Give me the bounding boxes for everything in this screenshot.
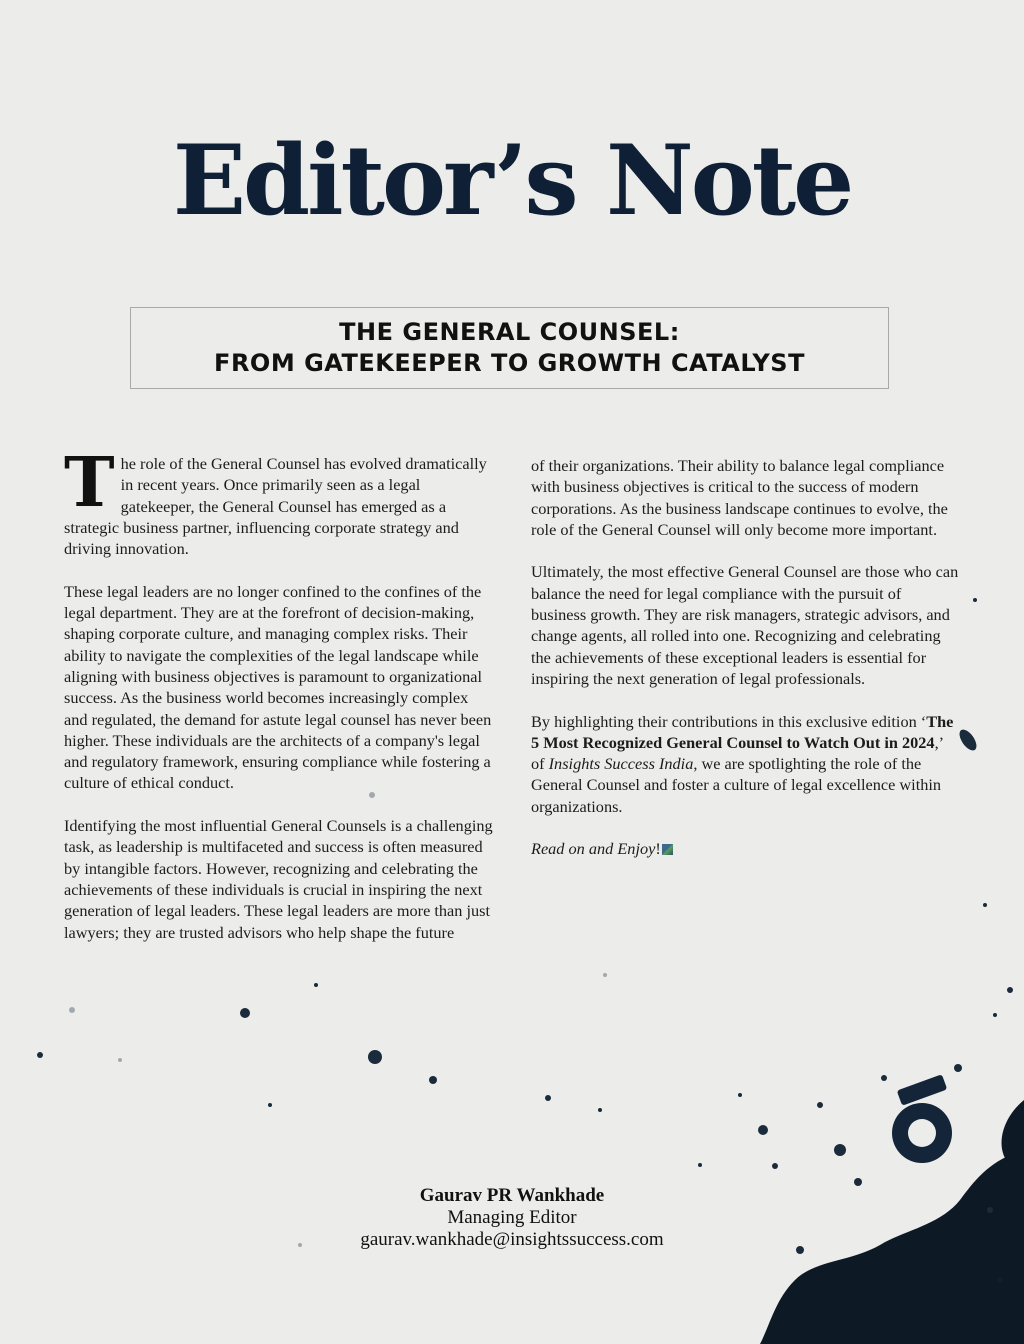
paragraph-5-part-b: ,’ of	[531, 732, 943, 774]
paragraph-1-text: he role of the General Counsel has evolved dramatically in recent years. Once primarily seen as a legal gatekeeper, the General Counsel has emerged as a strategic business partner, influencing corporate strategy and driving innovation.	[64, 454, 487, 559]
paragraph-4: Ultimately, the most effective General Counsel are those who can balance the need for legal compliance with the pursuit of business growth. They are risk managers, strategic advisors, and change agents, all rolled into one. Recognizing and celebrating the achievements of these exceptional leaders is essential for inspiring the next generation of legal professionals.	[531, 562, 959, 688]
magazine-name: Insights Success India	[548, 754, 694, 774]
signature-block	[0, 1185, 1024, 1251]
subtitle-line-2: FROM GATEKEEPER TO GROWTH CATALYST	[214, 349, 805, 377]
paragraph-5-part-a: By highlighting their contributions in this exclusive edition ‘	[531, 711, 927, 731]
paragraph-2: These legal leaders are no longer confined to the confines of the legal department. They are at the forefront of decision-making, shaping corporate culture, and managing complex risks. Their ability to navigate the complexities of the legal landscape while aligning with business objectives is paramount to organizational success. As the business world becomes increasingly complex and regulated, the demand for astute legal counsel has never been higher. These individuals are the architects of a company's legal and regulatory framework, ensuring compliance while fostering a culture of ethical conduct.	[64, 581, 492, 793]
drop-cap: T	[64, 443, 115, 523]
paragraph-3-continued: of their organizations. Their ability to balance legal compliance with business objectives is critical to the success of modern corporations. As the business landscape continues to evolve, the role of the General Counsel will only become more important.	[531, 456, 948, 539]
closing-line	[531, 838, 959, 859]
subtitle-box	[130, 307, 889, 389]
paragraph-5	[531, 711, 959, 817]
editor-email[interactable]: gaurav.wankhade@insightssuccess.com	[360, 1229, 664, 1250]
editor-role: Managing Editor	[447, 1207, 577, 1228]
edition-title: The 5 Most Recognized General Counsel to Watch Out in 2024	[531, 711, 954, 752]
closing-text: Read on and Enjoy	[531, 839, 656, 859]
subtitle-line-1: THE GENERAL COUNSEL:	[339, 317, 680, 346]
page-title: Editor’s Note	[172, 124, 852, 237]
paragraph-3: Identifying the most influential General Counsels is a challenging task, as leadership is multifaceted and success is often measured by intangible factors. However, recognizing and celebrating the achievements of these individuals is crucial in inspiring the next generation of legal leaders. These legal leaders are more than just lawyers; they are trusted advisors who help shape the future	[64, 816, 493, 942]
article-column-right	[531, 455, 959, 881]
paragraph-1	[64, 443, 494, 559]
closing-exclamation: !	[655, 839, 661, 859]
leaf-logo-icon	[662, 844, 673, 855]
article-column-left	[64, 443, 494, 964]
editor-name: Gaurav PR Wankhade	[419, 1185, 605, 1206]
paragraph-5-part-c: , we are spotlighting the role of the General Counsel and foster a culture of legal excellence within organizations.	[531, 754, 942, 816]
